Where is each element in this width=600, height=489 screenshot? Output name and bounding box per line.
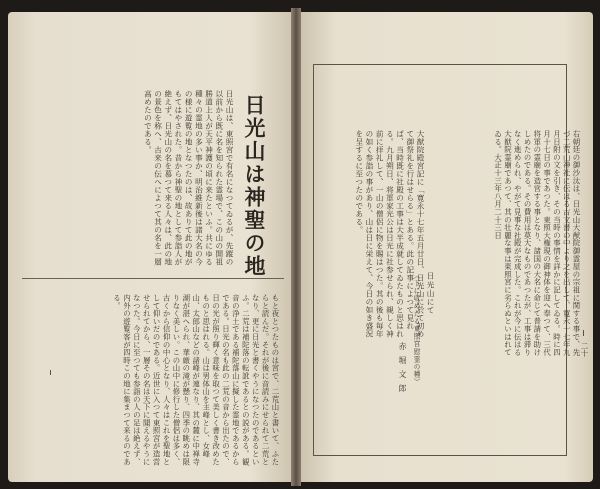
author-subtitle: （下に収めたる東照宮慰霊の種） bbox=[412, 272, 420, 386]
right-main-text: 右朝廷の御沙汰は、日光山大猷院御霊屋の宗祖に関する事で、先づ二荒山神社に伝はる古文書の中より之を出して、寛永十七年九月日附の文を引き、その当時の事情を詳かに記してゐる。時に四月十七日の事であつた。東照大権現の御神体を迎へ奉つて、三代将軍の霊廟を造営する事となり、諸国の大名に命じて普請を助けしめたのである。その費用は莫大なものであつたが、工事は滞りなく進められ、やがて見事な社殿が完成した。これが今に伝はる大猷院霊廟であつて、其の壮麗な事は東照宮に劣らぬといはれてゐる。大正十三年八月二十三日 bbox=[493, 130, 581, 357]
right-page bbox=[301, 12, 593, 482]
chapter-title-box bbox=[236, 94, 272, 284]
author-label: 日光山にて bbox=[426, 272, 435, 315]
print-mark bbox=[50, 370, 51, 375]
page-number-dash bbox=[583, 330, 584, 336]
right-preface-text: 大猷院殿宮記に「寛永十七年五月廿日、日光山に於て初めて御祭礼を行はせらる」とある。此の記事によつて見れば、当時既に社殿の工事は大半成就してゐたものと思はれる。九月朔日、将軍家光公は日光に社参せられ、親しく神前に拝礼して、一山の僧侶に物を賜はつた。其の後も毎年の如く参詣の事があり、山は日に栄えて、今日の如き盛況を呈するに至つたのである。 bbox=[354, 130, 425, 338]
left-page bbox=[8, 12, 291, 482]
left-upper-text: 日光山は、東照宮で有名になつてゐるが、先蹤の以前から既に名を知られた霊場で、この山の開祖勝道上人が天平神護の頃に来たといふ。共にゆる種々の霊地の多い事か、明治維新後は諸大名の今の様に遊覧の地となつたのは、故ありて此の地がもてはやされた。昔から神聖の地として参詣人が絶えず、日光山の名を慕つて来る人々は、此の地の景色を称へ、古来の伝へによつて其の名を一層高めたのである。 bbox=[143, 90, 234, 266]
chapter-title: 日光山は神聖の地 bbox=[242, 94, 267, 278]
author-name: 赤堀文郎 bbox=[398, 342, 407, 398]
page-number: 二十 bbox=[580, 342, 589, 357]
left-lower-text: もと夜とつたものは宮で、二荒山と書いて、ふたらと読んだ。それが後に音読みにせられて二荒となり、更に日光と書くやうになつたのであるといふ。二荒は補陀落の転訛であるとの説がある。観音の浄土である補陀落山に擬した霊地であるからである。日光の名も此の二荒の音から出たので、日の光が照り輝く意味を取つて美しく書き改めたものと思はれる。山は男体山を主峰とし、女峰山、太郎山などの諸峰が連なり、其の麓に中禅寺湖が湛へられ、華厳の滝が懸り、四季の眺めは限りなく美しい。この山中に修行した僧侶は多く、古くから信仰の中心となり、人々はこれを聖地として仰いだのである。近世に入つて東照宮が造営せられてから、一層その名は天下に聞えるやうになつた。今日に至つても参詣の人の足は絶えず、内外の遊覧客が四時この地に集まつて来るのである。 bbox=[112, 294, 280, 466]
book-gutter bbox=[291, 8, 301, 486]
section-divider bbox=[22, 278, 284, 279]
